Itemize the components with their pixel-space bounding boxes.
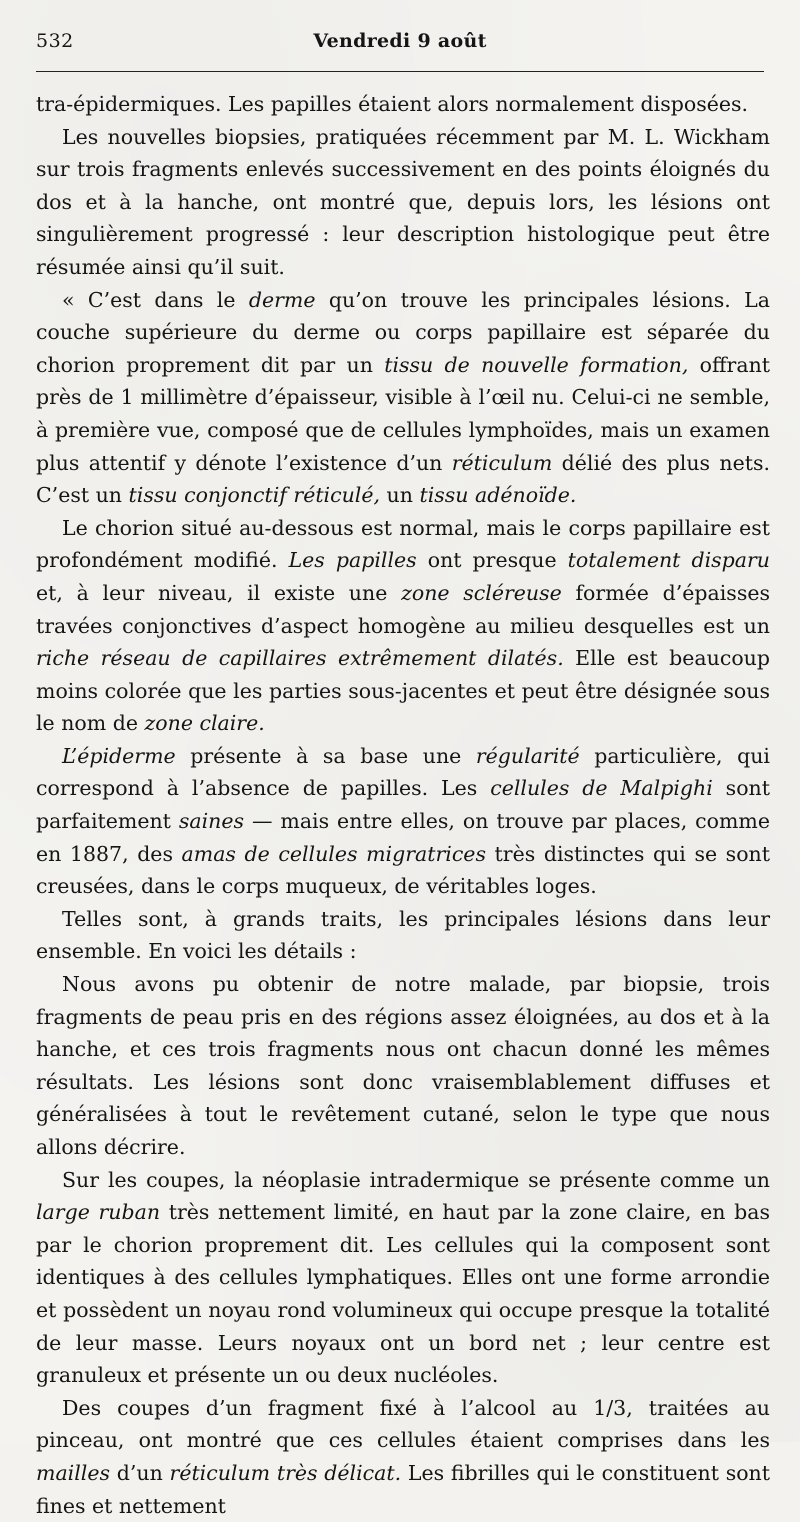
paragraph	[36, 1164, 770, 1392]
text-run: un	[380, 483, 420, 508]
text-run: « C’est dans le	[62, 287, 249, 312]
text-run: d’un	[109, 1460, 170, 1485]
paragraph	[36, 1392, 770, 1522]
italic-text: large ruban	[36, 1200, 161, 1225]
paragraph	[36, 121, 770, 284]
text-run: Les nouvelles biopsies, pratiquées récemment par M. L. Wickham sur trois fragments enlevés successivement en des points éloignés du dos et à la hanche, ont montré que, depuis lors, les lésions ont singulièrement progressé : leur description histologique peut être résumée ainsi qu’il suit.	[36, 124, 770, 279]
paragraph	[36, 968, 770, 1164]
text-run: tra-épidermiques. Les papilles étaient alors normalement disposées.	[36, 92, 749, 116]
body-text	[36, 88, 770, 1522]
text-run: Des coupes d’un fragment fixé à l’alcool au 1/3, traitées au pinceau, ont montré que ces cellules étaient comprises dans les	[36, 1395, 770, 1453]
italic-text: tissu adénoïde.	[419, 483, 577, 508]
italic-text: mailles	[36, 1460, 110, 1485]
header-rule	[36, 71, 764, 72]
text-run: Nous avons pu obtenir de notre malade, par biopsie, trois fragments de peau pris en des régions assez éloignées, au dos et à la hanche, et ces trois fragments nous ont chacun donné les mêmes résultats. Les lésions sont donc vraisemblablement diffuses et généralisées à tout le revêtement cutané, selon le type que nous allons décrire.	[36, 972, 770, 1159]
italic-text: cellules de Malpighi	[490, 776, 713, 801]
paragraph	[36, 903, 770, 968]
text-run: délié des plus nets. C’est un	[36, 450, 770, 508]
page-header	[36, 30, 764, 60]
text-run: très nettement limité, en haut par la zone claire, en bas par le chorion proprement dit. Les cellules qui la composent sont identiques à des cellules lymphatiques. Elles ont une forme arrondie et possèdent un noyau rond volumineux qui occupe presque la totalité de leur masse. Leurs noyaux ont un bord net ; leur centre est granuleux et présente un ou deux nucléoles.	[36, 1200, 770, 1388]
text-run: Telles sont, à grands traits, les principales lésions dans leur ensemble. En voici les détails :	[36, 906, 770, 964]
text-run: Le chorion situé au-dessous est normal, mais le corps papillaire est profondément modifié.	[36, 515, 770, 573]
paragraph	[36, 88, 770, 121]
text-run: Elle est beaucoup moins colorée que les parties sous-jacentes et peut être désignée sous le nom de	[36, 646, 770, 736]
text-run: formée d’épaisses travées conjonctives d’aspect homogène au milieu desquelles est un	[36, 580, 770, 638]
paragraph	[36, 284, 770, 512]
italic-text: zone claire.	[144, 711, 265, 736]
paragraph	[36, 512, 770, 740]
italic-text: riche réseau de capillaires extrêmement dilatés.	[36, 646, 564, 671]
italic-text: réticulum	[451, 450, 553, 475]
text-run: — mais entre elles, on trouve par places, comme en 1887, des	[36, 809, 770, 866]
italic-text: derme	[248, 287, 316, 312]
italic-text: totalement disparu	[567, 548, 770, 573]
text-run: particulière, qui correspond à l’absence de papilles. Les	[36, 743, 770, 801]
running-head: Vendredi 9 août	[313, 30, 487, 52]
text-run: sont parfaitement	[36, 776, 770, 834]
text-run: offrant près de 1 millimètre d’épaisseur, visible à l’œil nu. Celui-ci ne semble, à première vue, composé que de cellules lymphoïdes, mais un examen plus attentif y dénote l’existence d’un	[36, 352, 771, 475]
page-number: 532	[36, 30, 74, 52]
italic-text: L’épiderme	[62, 743, 176, 768]
italic-text: amas de cellules migratrices	[181, 841, 486, 866]
italic-text: Les papilles	[288, 548, 417, 573]
paragraph	[36, 740, 770, 903]
italic-text: saines	[178, 809, 244, 834]
text-run: Sur les coupes, la néoplasie intradermique se présente comme un	[62, 1167, 770, 1192]
text-run: qu’on trouve les principales lésions. La couche supérieure du derme ou corps papillaire est séparée du chorion proprement dit par un	[36, 287, 770, 377]
italic-text: zone scléreuse	[401, 580, 562, 605]
text-run: très distinctes qui se sont creusées, dans le corps muqueux, de véritables loges.	[36, 841, 770, 899]
italic-text: tissu de nouvelle formation,	[384, 352, 689, 377]
italic-text: régularité	[475, 743, 580, 768]
text-run: ont presque	[416, 548, 568, 573]
text-run: Les fibrilles qui le constituent sont fines et nettement	[36, 1460, 770, 1518]
italic-text: réticulum très délicat.	[169, 1460, 402, 1485]
italic-text: tissu conjonctif réticulé,	[128, 483, 381, 508]
text-run: et, à leur niveau, il existe une	[36, 580, 402, 605]
text-run: présente à sa base une	[175, 743, 476, 768]
